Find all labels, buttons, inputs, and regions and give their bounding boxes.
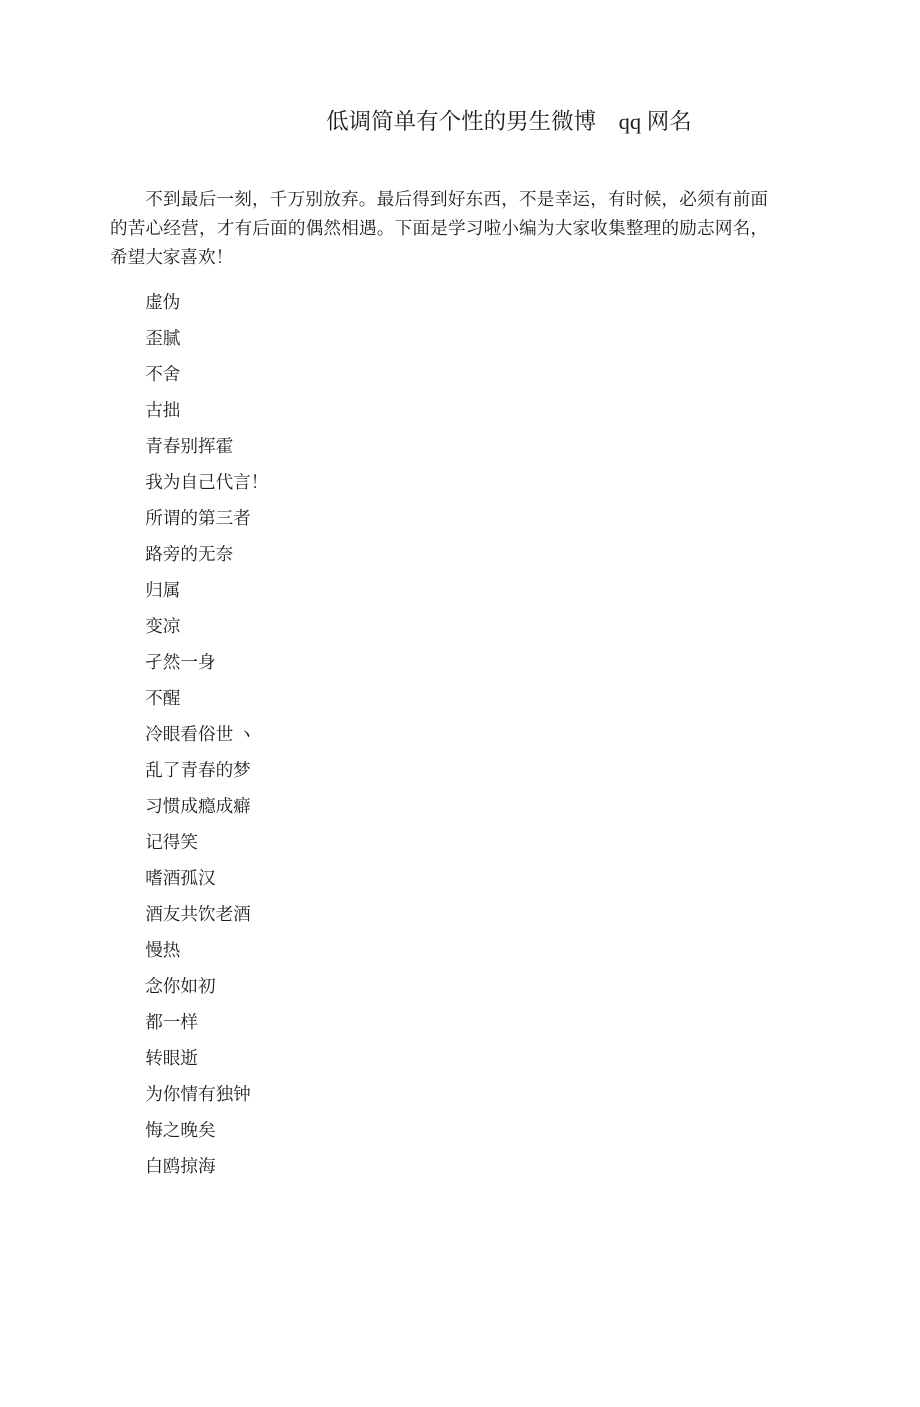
list-item: 古拙	[145, 400, 181, 420]
list-item: 路旁的无奈	[145, 544, 234, 564]
list-item: 青春别挥霍	[145, 436, 234, 456]
list-item: 酒友共饮老酒	[145, 904, 251, 924]
intro-paragraph: 不到最后一刻，千万别放弃。最后得到好东西，不是幸运，有时候，必须有前面的苦心经营，才有后面的偶然相遇。下面是学习啦小编为大家收集整理的励志网名，希望大家喜欢！	[110, 189, 768, 267]
list-item: 歪腻	[145, 328, 181, 348]
list-item: 都一样	[145, 1012, 198, 1032]
list-item: 不舍	[145, 364, 181, 384]
list-item: 慢热	[145, 940, 181, 960]
list-item: 冷眼看俗世 ヽ	[145, 724, 256, 744]
document-page	[0, 104, 920, 1407]
list-item: 乱了青春的梦	[145, 760, 251, 780]
name-list	[110, 288, 768, 1181]
list-item: 嗜酒孤汉	[145, 868, 216, 888]
page-title: 低调简单有个性的男生微博 qq 网名	[326, 109, 692, 134]
list-item: 我为自己代言！	[145, 472, 269, 492]
list-item: 悔之晚矣	[145, 1120, 216, 1140]
list-item: 转眼逝	[145, 1048, 198, 1068]
list-item: 念你如初	[145, 976, 216, 996]
list-item: 归属	[145, 580, 181, 600]
list-item: 不醒	[145, 688, 181, 708]
list-item: 白鸥掠海	[145, 1156, 216, 1176]
list-item: 孑然一身	[145, 652, 216, 672]
list-item: 虚伪	[145, 292, 181, 312]
list-item: 习惯成瘾成癖	[145, 796, 251, 816]
list-item: 记得笑	[145, 832, 198, 852]
list-item: 变凉	[145, 616, 181, 636]
list-item: 为你情有独钟	[145, 1084, 251, 1104]
list-item: 所谓的第三者	[145, 508, 251, 528]
